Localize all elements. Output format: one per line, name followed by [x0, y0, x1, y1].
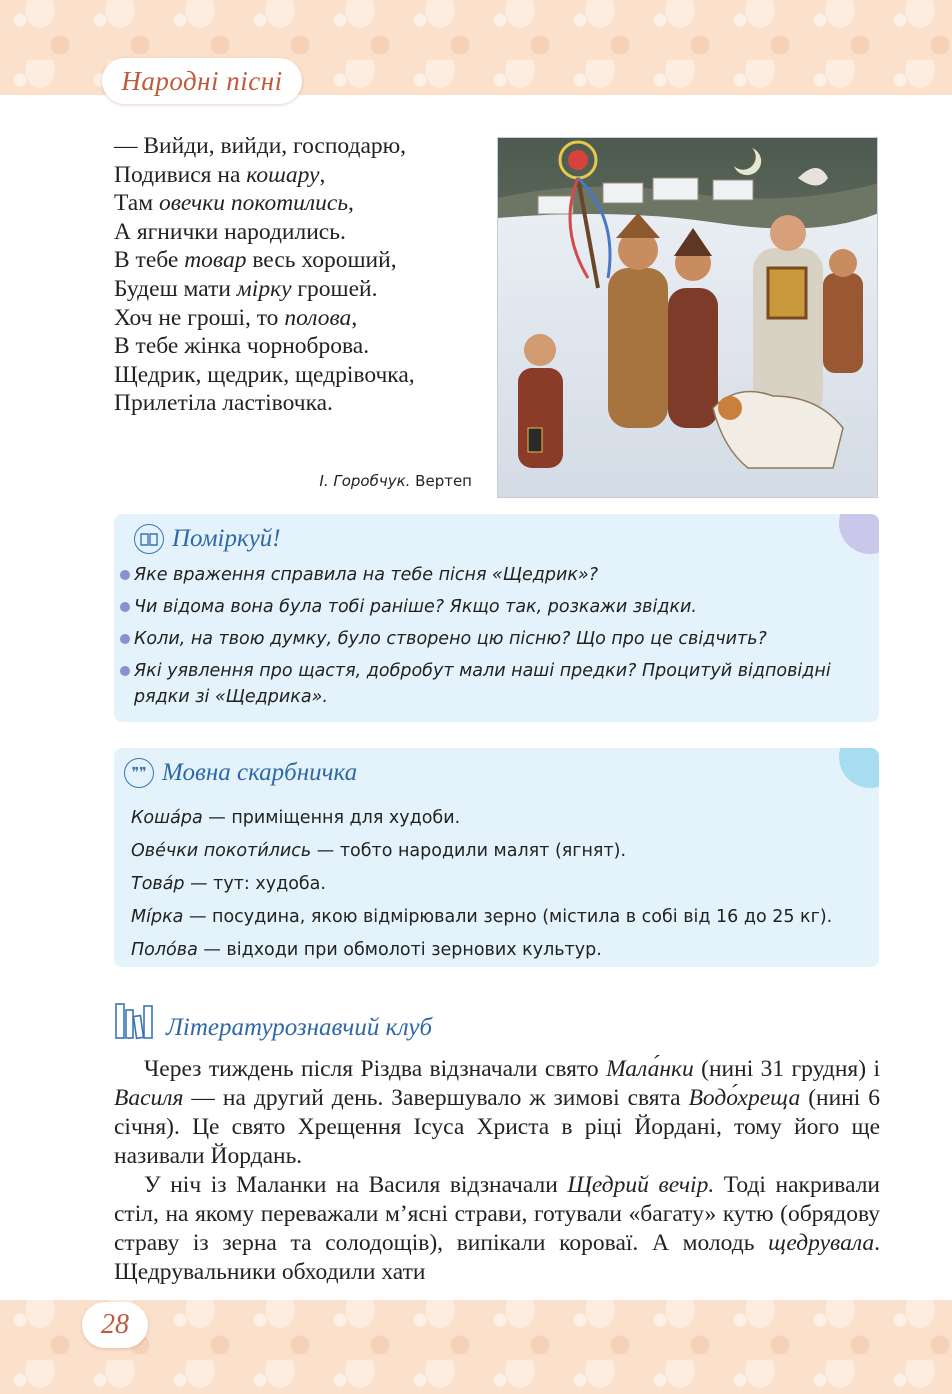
paragraph-segment: Тоді накривали стіл, на якому переважали м’ясні страви, готували «багату» кутю (обрядову страву із зерна та солодощів), випікали короваї. А молодь — [114, 1172, 881, 1256]
poem-segment: Щедрик, щедрик, щедрівочка, — [114, 361, 415, 388]
question-text: Чи відома вона була тобі раніше? Якщо так, розкажи звідки. — [134, 597, 697, 617]
think-box-title — [134, 524, 281, 554]
poem-segment: мірку — [236, 275, 292, 302]
poem-segment: Прилетіла ластівочка. — [114, 390, 333, 417]
page-number: 28 — [101, 1309, 129, 1340]
glossary-term: Поло́ва — [131, 940, 198, 960]
poem-line — [114, 275, 484, 304]
glossary-entry — [131, 802, 871, 835]
club-text — [114, 1055, 880, 1287]
paragraph-segment: . Щедрувальники обходили хати — [114, 1230, 880, 1285]
glossary-term: Мі́рка — [131, 907, 184, 927]
poem-segment: грошей. — [291, 275, 378, 302]
poem-segment: Будеш мати — [114, 275, 237, 302]
think-box — [114, 514, 879, 722]
poem-segment: овечки покотились — [158, 190, 349, 217]
glossary-term: Ове́чки покоти́лись — [131, 841, 312, 861]
paragraph-segment: У ніч із Маланки на Василя відзначали — [144, 1172, 568, 1198]
corner-decoration — [839, 748, 879, 788]
poem-segment: — Вийди, вийди, господарю, — [114, 133, 407, 159]
glossary-entry — [131, 868, 871, 901]
section-title: Народні пісні — [121, 65, 283, 96]
glossary-definition: — тут: худоба. — [184, 874, 326, 894]
poem-segment: А ягнички народились. — [114, 218, 346, 245]
club-paragraph — [114, 1171, 880, 1287]
bullet-icon — [120, 666, 130, 676]
glossary-term: Това́р — [131, 874, 185, 894]
section-title-tab — [102, 58, 302, 104]
club-heading — [114, 1000, 432, 1042]
question-item — [120, 594, 870, 620]
painting-image — [497, 137, 878, 498]
glossary-entry — [131, 835, 871, 868]
vocab-box-heading: Мовна скарбничка — [162, 759, 358, 786]
question-item — [120, 658, 870, 710]
poem-line — [114, 189, 484, 218]
paragraph-segment: Василя — [114, 1085, 184, 1111]
poem-text — [114, 132, 484, 418]
poem-segment: весь хороший, — [246, 247, 397, 274]
poem-segment: В тебе жінка чорноброва. — [114, 333, 370, 360]
poem-segment: Подивися на — [114, 161, 247, 188]
glossary-entry — [131, 934, 871, 967]
poem-segment: , — [348, 190, 354, 217]
poem-segment: , — [351, 304, 358, 331]
paragraph-segment: — на другий день. Завершувало ж зимові свята — [183, 1085, 689, 1111]
poem-segment: Там — [114, 190, 159, 217]
caption-title: Вертеп — [410, 472, 472, 490]
poem-segment: кошару — [246, 161, 320, 188]
paragraph-segment: Мала́нки — [606, 1056, 694, 1082]
poem-line — [114, 218, 484, 247]
glossary-list — [131, 802, 871, 967]
club-paragraph — [114, 1055, 880, 1171]
poem-line — [114, 389, 484, 418]
book-icon — [134, 524, 164, 554]
paragraph-segment: щедрувала — [768, 1230, 875, 1256]
corner-decoration — [839, 514, 879, 554]
glossary-term: Коша́ра — [131, 808, 203, 828]
caption-author: І. Горобчук. — [319, 472, 411, 490]
question-item — [120, 626, 870, 652]
quote-icon: ❞❞ — [124, 758, 154, 788]
vocab-box — [114, 748, 879, 967]
glossary-definition: — приміщення для худоби. — [202, 808, 461, 828]
painting-caption — [300, 472, 472, 490]
poem-segment: Хоч не гроші, то — [114, 304, 285, 331]
bullet-icon — [120, 634, 130, 644]
poem-segment: В тебе — [114, 247, 185, 274]
club-title: Літературознавчий клуб — [166, 1014, 433, 1041]
poem-line — [114, 304, 484, 333]
paragraph-segment: (нині 6 січня). Це свято Хрещення Ісуса Христа в ріці Йордані, тому його ще називали Йордань. — [114, 1085, 880, 1169]
poem-line — [114, 132, 484, 161]
paragraph-segment: Через тиждень після Різдва відзначали свято — [144, 1056, 607, 1082]
question-text: Яке враження справила на тебе пісня «Щедрик»? — [134, 565, 598, 585]
glossary-entry — [131, 901, 871, 934]
question-text: Коли, на твою думку, було створено цю пісню? Що про це свідчить? — [134, 629, 767, 649]
poem-line — [114, 361, 484, 390]
glossary-definition: — посудина, якою відмірювали зерно (містила в собі від 16 до 25 кг). — [183, 907, 833, 927]
vocab-box-title — [124, 758, 357, 788]
poem-segment: полова — [284, 304, 352, 331]
poem-line — [114, 246, 484, 275]
bullet-icon — [120, 602, 130, 612]
question-text: Які уявлення про щастя, добробут мали наші предки? Процитуй відповідні рядки зі «Щедрика». — [134, 661, 831, 707]
glossary-definition: — відходи при обмолоті зернових культур. — [197, 940, 602, 960]
paragraph-segment: (нині 31 грудня) і — [693, 1056, 880, 1082]
bullet-icon — [120, 570, 130, 580]
paragraph-segment: Щедрий вечір. — [567, 1172, 715, 1198]
poem-line — [114, 161, 484, 190]
books-icon — [114, 1002, 154, 1040]
page-number-tab — [82, 1302, 148, 1348]
poem-line — [114, 332, 484, 361]
poem-segment: , — [319, 161, 326, 188]
poem-segment: товар — [184, 247, 247, 274]
glossary-definition: — тобто народили малят (ягнят). — [311, 841, 627, 861]
think-box-heading: Поміркуй! — [172, 525, 281, 552]
question-list — [120, 562, 870, 716]
question-item — [120, 562, 870, 588]
paragraph-segment: Водо́хреща — [688, 1085, 801, 1111]
